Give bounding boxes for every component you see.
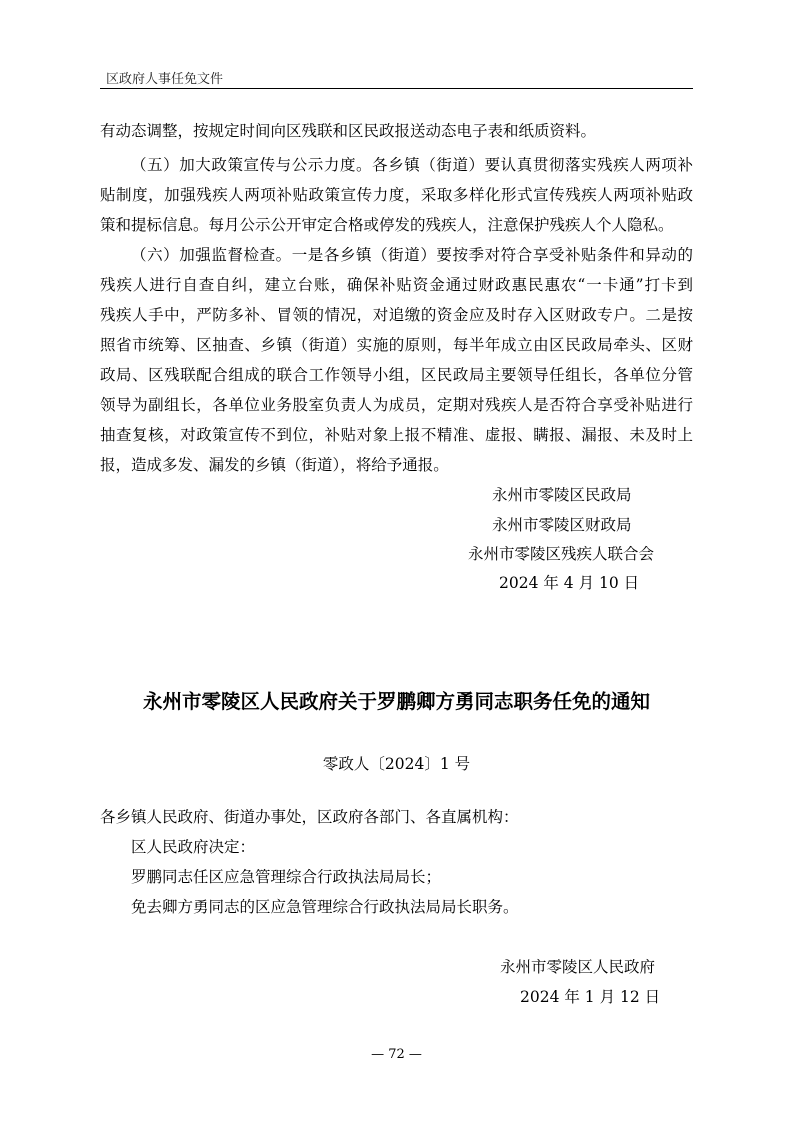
- item6-line-4: 照省市统筹、区抽查、乡镇（街道）实施的原则，每半年成立由区民政局牵头、区财: [100, 336, 693, 354]
- item5-line-2: 贴制度，加强残疾人两项补贴政策宣传力度，采取多样化形式宣传残疾人两项补贴政: [100, 186, 693, 204]
- item6-line-1: （六）加强监督检查。一是各乡镇（街道）要按季对符合享受补贴条件和异动的: [131, 246, 693, 264]
- header-divider: [100, 88, 693, 89]
- item6-line-5: 政局、区残联配合组成的联合工作领导小组，区民政局主要领导任组长，各单位分管: [100, 366, 693, 384]
- notice-body-line-2: 罗鹏同志任区应急管理综合行政执法局局长；: [131, 868, 442, 886]
- addressee: 各乡镇人民政府、街道办事处，区政府各部门、各直属机构：: [100, 808, 519, 826]
- item6-line-7: 抽查复核，对政策宣传不到位，补贴对象上报不精准、虚报、瞒报、漏报、未及时上: [100, 426, 693, 444]
- running-header: 区政府人事任免文件: [106, 72, 224, 87]
- signatory-finance: 永州市零陵区财政局: [492, 516, 632, 534]
- item6-line-2: 残疾人进行自查自纠，建立台账，确保补贴资金通过财政惠民惠农“一卡通”打卡到: [100, 276, 693, 294]
- notice-issuer: 永州市零陵区人民政府: [500, 958, 656, 976]
- item6-line-6: 领导为副组长，各单位业务股室负责人为成员，定期对残疾人是否符合享受补贴进行: [100, 396, 693, 414]
- doc-number: 零政人〔2024〕1 号: [322, 755, 471, 773]
- signatory-disabled-federation: 永州市零陵区残疾人联合会: [468, 545, 655, 563]
- section1-date: 2024 年 4 月 10 日: [499, 574, 640, 592]
- notice-title: 永州市零陵区人民政府关于罗鹏卿方勇同志职务任免的通知: [142, 690, 650, 713]
- item6-line-8: 报，造成多发、漏发的乡镇（街道），将给予通报。: [100, 456, 449, 474]
- item6-line-3: 残疾人手中，严防多补、冒领的情况，对追缴的资金应及时存入区财政专户。二是按: [100, 306, 693, 324]
- item5-line-1: （五）加大政策宣传与公示力度。各乡镇（街道）要认真贯彻落实残疾人两项补: [131, 156, 693, 174]
- signatory-civil-affairs: 永州市零陵区民政局: [492, 486, 632, 504]
- item5-line-3: 策和提标信息。每月公示公开审定合格或停发的残疾人，注意保护残疾人个人隐私。: [100, 216, 674, 234]
- notice-date: 2024 年 1 月 12 日: [520, 988, 661, 1006]
- notice-body-line-1: 区人民政府决定：: [131, 838, 256, 856]
- notice-body-line-3: 免去卿方勇同志的区应急管理综合行政执法局局长职务。: [131, 898, 519, 916]
- page-number: — 72 —: [371, 1047, 422, 1062]
- paragraph-continuation: 有动态调整，按规定时间向区残联和区民政报送动态电子表和纸质资料。: [100, 122, 597, 140]
